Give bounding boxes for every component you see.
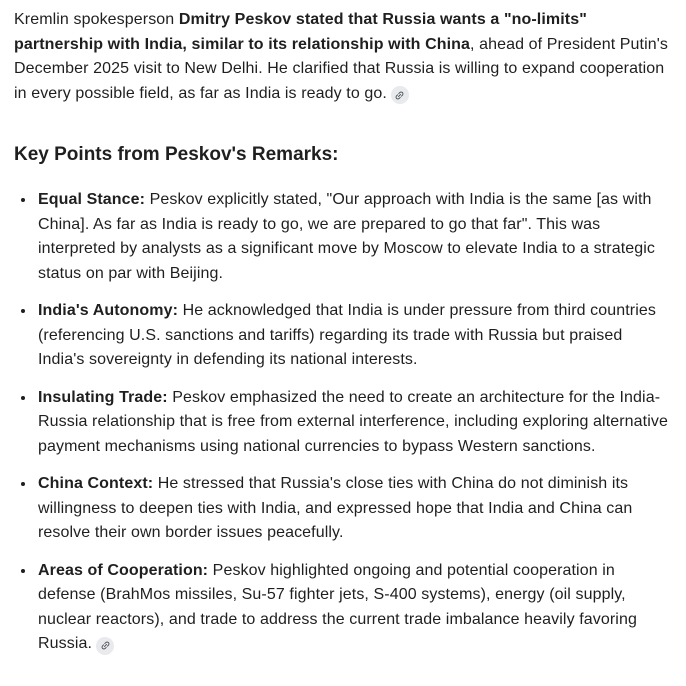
list-item-insulating-trade (36, 386, 672, 460)
point-label: Insulating Trade: (38, 388, 168, 406)
citation-link-button[interactable] (391, 86, 409, 104)
citation-link-button[interactable] (96, 637, 114, 655)
point-text: Peskov explicitly stated, "Our approach with India is the same [as with China]. As far as India is ready to go, we are prepared to go that far". This was interpreted by analysts as a significant move by Moscow to elevate India to a strategic status on par with Beijing. (38, 191, 656, 282)
section-heading: Key Points from Peskov's Remarks: (14, 144, 339, 165)
intro-text-segment-bold: Dmitry Peskov stated that Russia wants a "no-limits" partnership with India, similar to its relationship with China (14, 11, 587, 53)
point-label: Equal Stance: (38, 191, 146, 208)
list-item-areas-of-cooperation (36, 559, 672, 657)
intro-paragraph (14, 8, 672, 106)
point-text: He stressed that Russia's close ties with China do not diminish its willingness to deepen ties with India, and expressed hope that India and China can resolve their own border issues peacefully. (38, 475, 633, 541)
link-icon (97, 638, 113, 654)
intro-text-segment: Kremlin spokesperson (14, 11, 179, 28)
link-icon (392, 87, 408, 103)
list-item-indias-autonomy (36, 299, 672, 373)
intro-text-segment: , ahead of President Putin's December 2025 visit to New Delhi. He clarified that Russia is willing to expand cooperation in every possible field, as far as India is ready to go. (14, 35, 669, 102)
point-label: Areas of Cooperation: (38, 561, 209, 579)
list-item-equal-stance (36, 188, 672, 286)
point-text: Peskov highlighted ongoing and potential cooperation in defense (BrahMos missiles, Su-57 fighter jets, S-400 systems), energy (oil supply, nuclear reactors), and trade to address the current trade imbalance heavily favoring Russia. (38, 561, 637, 652)
list-item-china-context (36, 472, 672, 546)
point-label: India's Autonomy: (38, 302, 179, 319)
point-text: He acknowledged that India is under pressure from third countries (referencing U.S. sanctions and tariffs) regarding its trade with Russia but praised India's sovereignty in defending its national interests. (38, 302, 656, 368)
key-points-list (14, 188, 672, 657)
point-text: Peskov emphasized the need to create an architecture for the India-Russia relationship that is free from external interference, including exploring alternative payment mechanisms using national currencies to bypass Western sanctions. (38, 388, 668, 455)
point-label: China Context: (38, 475, 154, 492)
